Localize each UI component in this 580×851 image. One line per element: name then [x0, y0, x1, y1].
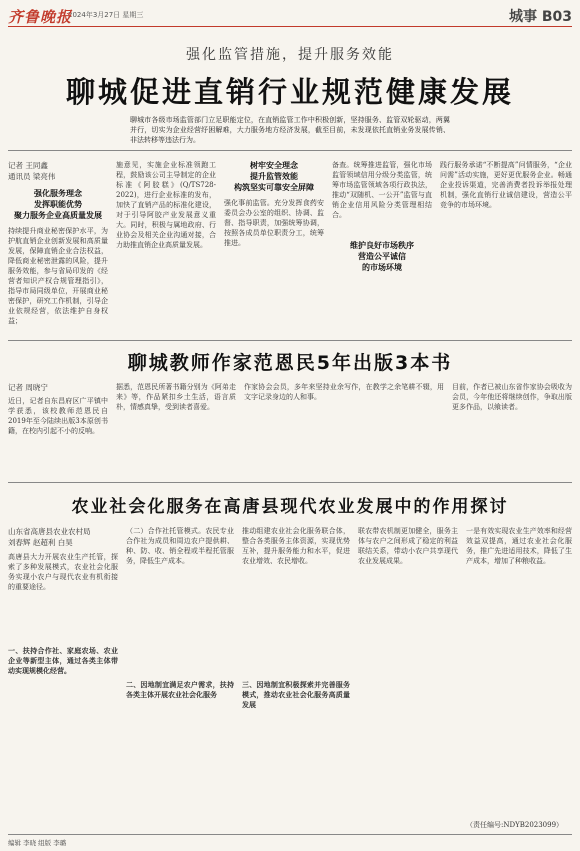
agri-headline: 农业社会化服务在高唐县现代农业发展中的作用探讨: [71, 497, 509, 517]
book-col-1: 近日，记者自东昌府区广平镇中学获悉，该校教师范恩民自2019年至今陆续出版3本原创书籍，在校内引起不小的反响。: [8, 397, 108, 435]
agri-col-4: 联农带农机制更加健全，服务主体与农户之间形成了稳定的利益联结关系，带动小农户共享现代农业发展成果。: [358, 527, 458, 565]
agri-col-3: 推动组建农业社会化服务联合体，整合各类服务主体资源，实现优势互补，提升服务能力和水平，促进农业增效、农民增收。: [242, 527, 350, 565]
divider: [8, 340, 572, 341]
lead-col-1: 持续提升商业秘密保护水平，为护航直销企业创新发展和高质量发展，保障直销企业合法权益，降低商业秘密泄露的风险，提升服务效能，参与省局印发的《经营者知识产权合规管理指引》，指导市局同级单位，开展商业秘密保护，研究工作机制，引导企业依规经营，依法维护自身权益；: [8, 227, 108, 325]
lead-summary: 聊城市各级市场监管部门立足职能定位，在直销监管工作中积极创新，坚持服务、监管双轮驱动，两翼并行，切实为企业经营纾困解难，大力服务地方经济发展，截至目前，未发现依托直销业务发展传销、非法转移等违法行为。: [130, 116, 450, 144]
book-col-3: 作家协会会员，多年来坚持业余写作，在教学之余笔耕不辍，用文字记录身边的人和事。: [244, 383, 444, 401]
logo-text: 齐鲁晚报: [8, 8, 73, 26]
section-label: 城事 B03: [508, 9, 572, 25]
subhead-2: 树牢安全理念 提升监管效能 构筑坚实可靠安全屏障: [234, 160, 314, 192]
masthead: [8, 6, 572, 27]
book-byline: 记者 周晓宁: [8, 383, 48, 392]
lead-col-4: 备查。统筹推进监管，强化市场监管领域信用分级分类监管，统筹市场监管领域各项行政执法，推动“双随机、一公开”监管与直销企业信用风险分类管理相结合。: [332, 161, 432, 219]
lead-col-2: 施意见，实施企业标准领跑工程，鼓励该公司主导制定的企业标准《阿胶糕》(Q/TS728-2022)，进行企业标准的发布，加快了直销产品的标准化建设，对于引导阿胶产业发展意义重大。同时，积极与属地政府、行业协会及相关企业沟通对接，合力助推直销企业高质量发展。: [116, 161, 216, 249]
agri-subhead-3: 三、因地制宜积极探索并完善服务模式，推动农业社会化服务高质量发展: [242, 680, 350, 709]
divider: [8, 150, 572, 151]
subhead-1: 强化服务理念 发挥职能优势 聚力服务企业高质量发展: [14, 188, 102, 220]
reference-number: （责任编号:NDYB2023099）: [466, 821, 564, 829]
byline-correspondent: 通讯员 梁亮伟: [8, 172, 56, 181]
agri-col-2: （二）合作社托管模式。农民专业合作社为成员和周边农户提供耕、种、防、收、销全程或半程托管服务，降低生产成本。: [126, 527, 234, 565]
divider: [8, 834, 572, 835]
editor-line: 编辑 李晓 组版 李璐: [8, 839, 67, 847]
issue-date: 2024年3月27日 星期三: [68, 11, 144, 19]
agri-subhead-1: 一、扶持合作社、家庭农场、农业企业等新型主体，通过各类主体带动实现规模化经营。: [8, 646, 118, 675]
book-col-4: 目前，作者已被山东省作家协会吸收为会员，今年他还将继续创作，争取出版更多作品，以飨读者。: [452, 383, 572, 411]
lead-col-5: 践行服务承诺“不断提高”问情服务，“企业问需”活动实施，更好更优服务企业。畅通企业投诉渠道，完善消费者投诉举报处理机制，强化直销行业诚信建设，营造公平竞争的市场环境。: [440, 161, 572, 209]
lead-col-3: 强化事前监管。充分发挥食药安委员会办公室的组织、协调、监督、指导职责，加强统筹协调，按照各成员单位职责分工，统筹推进。: [224, 199, 324, 247]
byline-reporter: 记者 王同鑫: [8, 161, 48, 170]
agri-subhead-2: 二、因地制宜满足农户需求，扶持各类主体开展农业社会化服务: [126, 680, 234, 699]
lead-headline: 聊城促进直销行业规范健康发展: [65, 75, 514, 109]
agri-col-5: 一是有效实现农业生产效率和经营效益双提高，通过农业社会化服务，推广先进适用技术，降低了生产成本，增加了种粮收益。: [466, 527, 572, 565]
lead-byline: [8, 160, 108, 182]
divider: [8, 482, 572, 483]
book-headline: 聊城教师作家范恩民5年出版3本书: [127, 352, 453, 374]
lead-kicker: 强化监管措施，提升服务效能: [186, 47, 394, 63]
agri-byline: 山东省高唐县农业农村局 刘春辉 赵超利 白昊: [8, 527, 91, 547]
agri-col-1: 高唐县大力开展农业生产托管，探索了多种发展模式，农业社会化服务实现小农户与现代农业有机衔接的重要途径。: [8, 553, 118, 591]
subhead-3: 维护良好市场秩序 营造公平诚信 的市场环境: [350, 240, 414, 272]
book-col-2: 据悉，范恩民所著书籍分别为《阿弟走来》等，作品紧扣乡土生活，语言质朴，情感真挚，受到读者喜爱。: [116, 383, 236, 411]
